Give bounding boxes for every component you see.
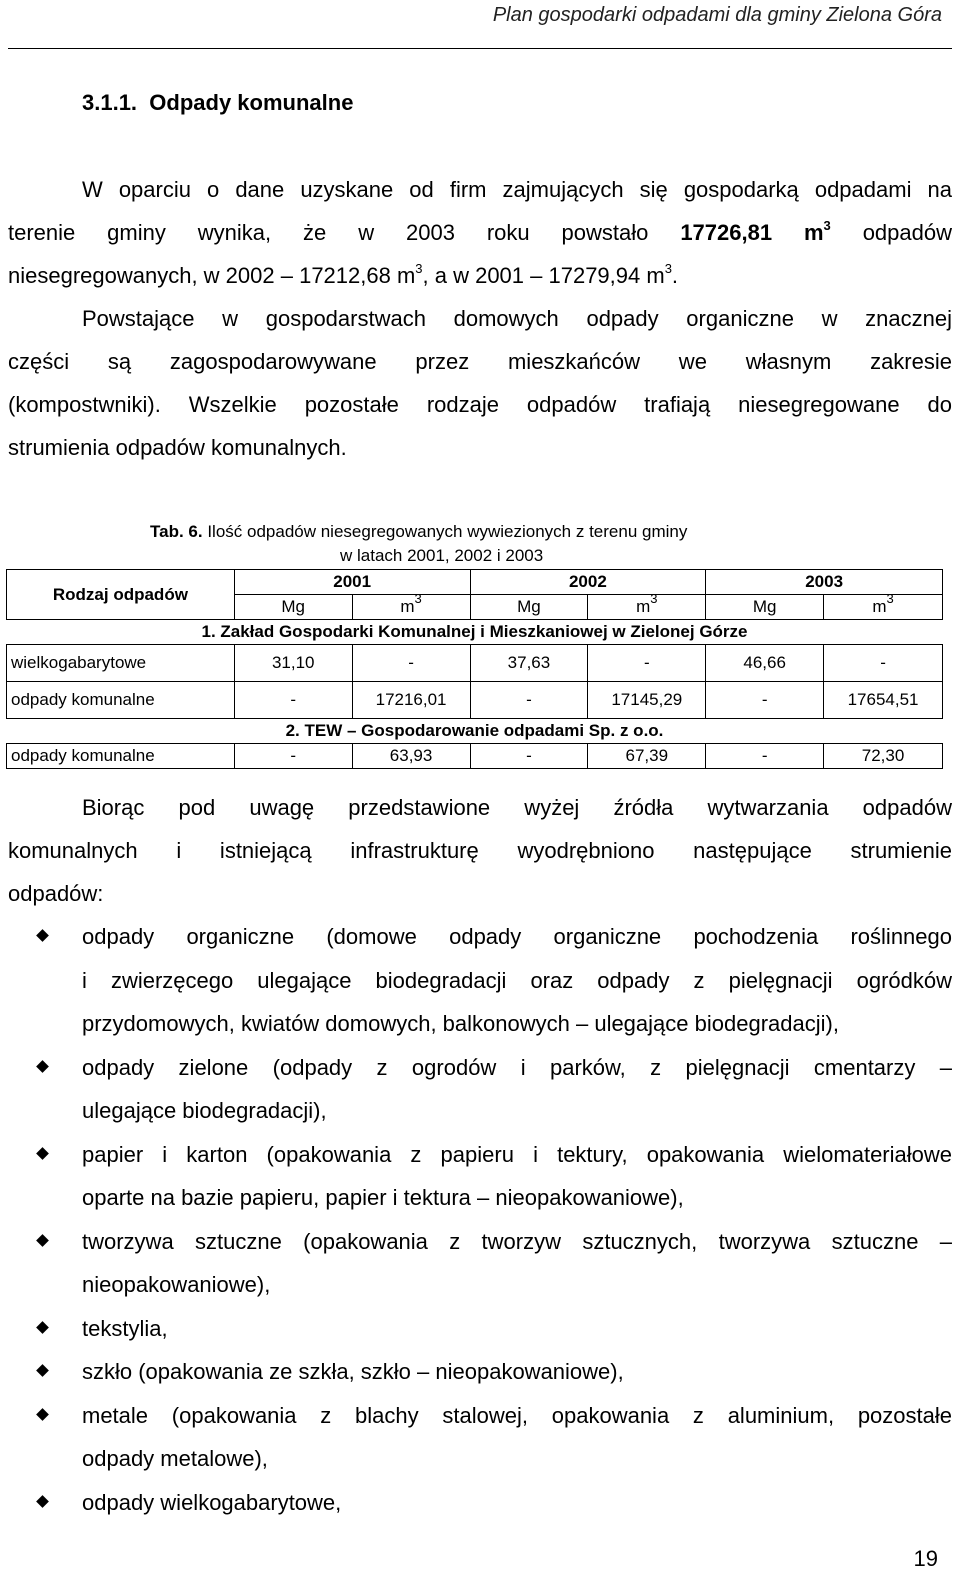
- table-cell: 46,66: [706, 645, 824, 682]
- paragraph-line: komunalnych i istniejącą infrastrukturę wyodrębniono następujące strumienie: [8, 838, 952, 863]
- header-divider: [8, 48, 952, 49]
- table-cell: -: [234, 744, 352, 769]
- list-item: tekstylia,: [8, 1307, 952, 1351]
- table-cell: 17216,01: [352, 682, 470, 719]
- paragraph-line: odpadów:: [8, 881, 104, 906]
- waste-quantity-table: [6, 569, 943, 769]
- list-item: tworzywa sztuczne (opakowania z tworzyw sztucznych, tworzywa sztuczne – nieopakowaniowe),: [8, 1220, 952, 1307]
- table-cell: -: [588, 645, 706, 682]
- list-item: papier i karton (opakowania z papieru i tektury, opakowania wielomateriałowe oparte na bazie papieru, papier i tektura – nieopakowaniowe),: [8, 1133, 952, 1220]
- paragraph-line: W oparciu o dane uzyskane od firm zajmujących się gospodarką odpadami na: [82, 177, 952, 202]
- row-label: odpady komunalne: [7, 682, 235, 719]
- intro-paragraph: [8, 168, 952, 297]
- section-number: 3.1.1.: [82, 90, 138, 115]
- table-cell: -: [470, 744, 588, 769]
- table-cell: 17654,51: [824, 682, 943, 719]
- paragraph-line: Biorąc pod uwagę przedstawione wyżej źródła wytwarzania odpadów: [82, 795, 952, 820]
- streams-intro-paragraph: [8, 786, 952, 915]
- page-header-title: Plan gospodarki odpadami dla gminy Zielona Góra: [492, 4, 942, 26]
- list-item: odpady wielkogabarytowe,: [8, 1481, 952, 1525]
- table-cell: 63,93: [352, 744, 470, 769]
- table-cell: -: [824, 645, 943, 682]
- unit-header-mg: Mg: [470, 595, 588, 620]
- table-cell: -: [706, 744, 824, 769]
- table-caption-text: Ilość odpadów niesegregowanych wywiezionych z terenu gminy: [202, 522, 688, 541]
- table-caption-text-line2: w latach 2001, 2002 i 2003: [340, 546, 544, 565]
- table-label: Tab. 6.: [150, 522, 203, 541]
- paragraph-line: terenie gminy wynika, że w 2003 roku powstało 17726,81 $m^3$ odpadów: [8, 217, 952, 245]
- table-row: [7, 682, 943, 719]
- table-cell: -: [352, 645, 470, 682]
- list-item: metale (opakowania z blachy stalowej, opakowania z aluminium, pozostałe odpady metalowe),: [8, 1394, 952, 1481]
- table-row: [7, 645, 943, 682]
- unit-header-m3: $m^3$: [352, 595, 470, 620]
- group-header: 1. Zakład Gospodarki Komunalnej i Mieszkaniowej w Zielonej Górze: [7, 620, 943, 645]
- table-cell: -: [470, 682, 588, 719]
- paragraph-line: części są zagospodarowywane przez mieszkańców we własnym zakresie: [8, 349, 952, 374]
- unit-header-m3: $m^3$: [588, 595, 706, 620]
- paragraph-line: Powstające w gospodarstwach domowych odpady organiczne w znacznej: [82, 306, 952, 331]
- list-item: odpady zielone (odpady z ogrodów i parków, z pielęgnacji cmentarzy – ulegające biodegradacji),: [8, 1046, 952, 1133]
- unit-header-m3: $m^3$: [824, 595, 943, 620]
- table-cell: -: [706, 682, 824, 719]
- column-header-year: 2003: [706, 570, 943, 595]
- list-item: odpady organiczne (domowe odpady organiczne pochodzenia roślinnego i zwierzęcego ulegające biodegradacji oraz odpady z pielęgnacji ogródków przydomowych, kwiatów domowych, balkonowych – ulegające biodegradacji),: [8, 915, 952, 1046]
- table-cell: 37,63: [470, 645, 588, 682]
- column-header-year: 2001: [234, 570, 470, 595]
- unit-header-mg: Mg: [706, 595, 824, 620]
- waste-streams-list: [8, 915, 952, 1524]
- section-title: Odpady komunalne: [149, 90, 354, 115]
- table-row: [7, 744, 943, 769]
- table-cell: 67,39: [588, 744, 706, 769]
- table-cell: 72,30: [824, 744, 943, 769]
- table-cell: 31,10: [234, 645, 352, 682]
- table-cell: -: [234, 682, 352, 719]
- table-cell: 17145,29: [588, 682, 706, 719]
- paragraph-line: (kompostwniki). Wszelkie pozostałe rodzaje odpadów trafiają niesegregowane do: [8, 392, 952, 417]
- column-header-year: 2002: [470, 570, 706, 595]
- group-header: 2. TEW – Gospodarowanie odpadami Sp. z o.o.: [7, 719, 943, 744]
- row-label: odpady komunalne: [7, 744, 235, 769]
- paragraph-line: niesegregowanych, w 2002 – 17212,68 $m^3$, a w 2001 – 17279,94 $m^3$.: [8, 260, 679, 288]
- row-label: wielkogabarytowe: [7, 645, 235, 682]
- page-number: 19: [913, 1546, 938, 1571]
- list-item: szkło (opakowania ze szkła, szkło – nieopakowaniowe),: [8, 1350, 952, 1394]
- organic-waste-paragraph: [8, 297, 952, 469]
- column-header-rodzaj: Rodzaj odpadów: [7, 570, 235, 620]
- section-heading: [82, 90, 353, 116]
- paragraph-line: strumienia odpadów komunalnych.: [8, 435, 347, 460]
- unit-header-mg: Mg: [234, 595, 352, 620]
